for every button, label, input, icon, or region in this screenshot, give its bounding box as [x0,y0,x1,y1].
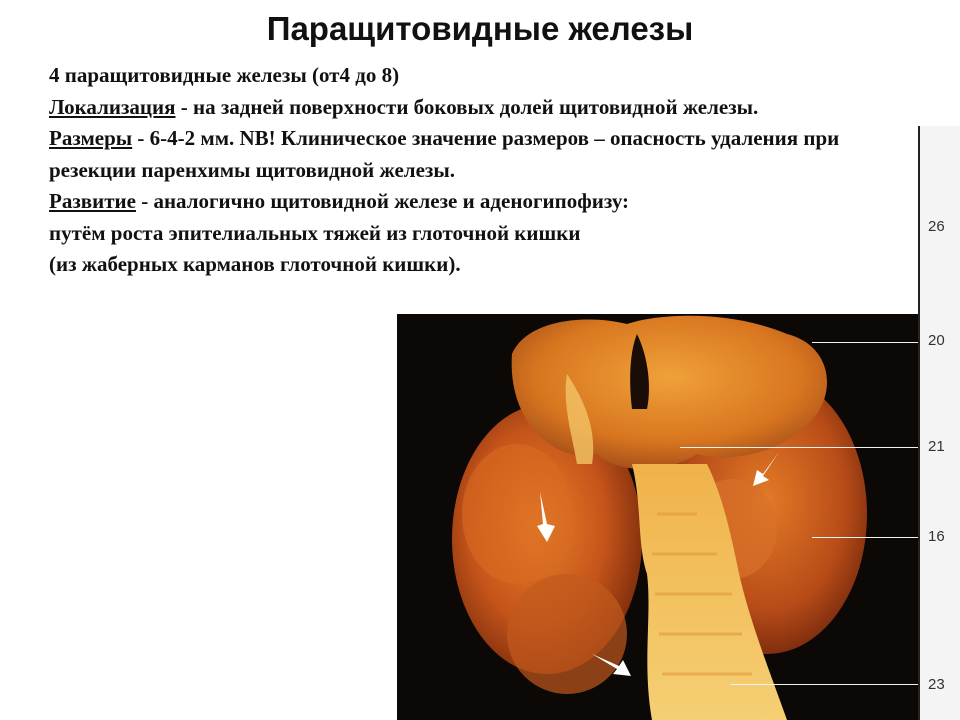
text-localization [49,92,909,124]
figure-label-21: 21 [928,438,945,455]
anatomy-photo [397,314,920,720]
localization-text: - на задней поверхности боковых долей щитовидной железы. [175,94,759,119]
text-sizes [49,123,909,186]
leader-line-23 [730,684,918,685]
thyroid-specimen-illustration [397,314,920,720]
text-development-line3: (из жаберных карманов глоточной кишки). [49,252,461,276]
sizes-label: Размеры [49,126,133,150]
leader-line-21 [680,447,918,448]
figure-label-column [918,126,960,720]
development-text: - аналогично щитовидной железе и аденогипофизу: [135,189,630,213]
main-text [49,60,909,281]
sizes-text: - 6-4-2 мм. NB! Клиническое значение размеров – опасность удаления при резекции паренхимы щитовидной железы. [49,126,840,182]
localization-label: Локализация [49,94,176,119]
figure-label-20: 20 [928,332,945,349]
figure-label-16: 16 [928,528,945,545]
text-development [49,186,909,218]
page-title: Паращитовидные железы [266,10,694,47]
text-line-count: 4 паращитовидные железы (от4 до 8) [49,63,400,87]
figure-label-26: 26 [928,218,945,235]
text-development-line2: путём роста эпителиальных тяжей из глоточной кишки [49,220,581,245]
development-label: Развитие [49,189,136,213]
leader-line-20 [812,342,918,343]
figure-label-23: 23 [928,676,945,693]
leader-line-16 [812,537,918,538]
